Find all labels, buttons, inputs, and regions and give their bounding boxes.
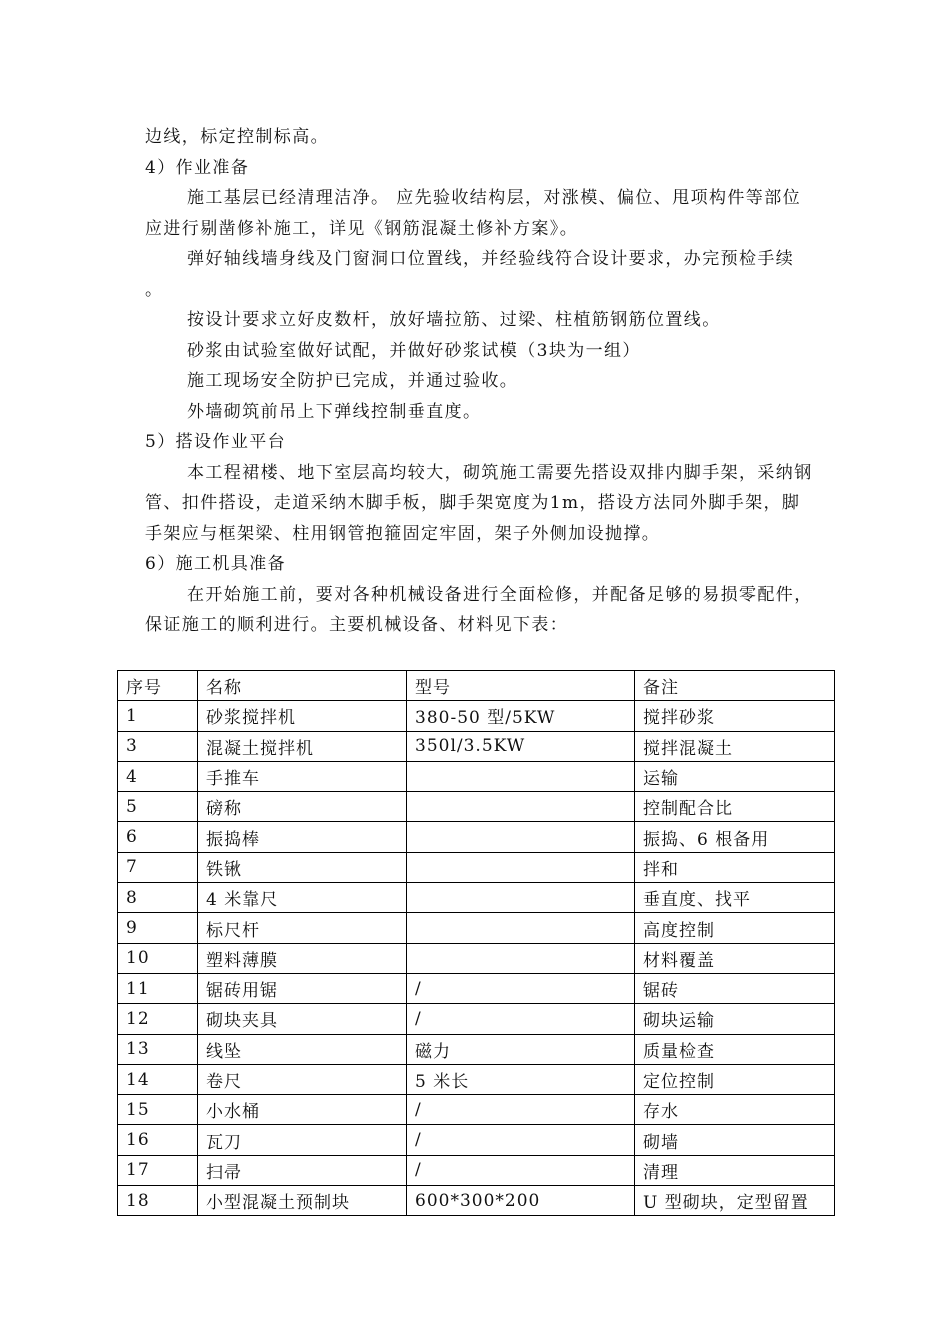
cell-remark: U 型砌块，定型留置 (635, 1186, 835, 1216)
section-heading: 6）施工机具准备 (145, 554, 287, 574)
cell-model (407, 852, 635, 882)
cell-name: 砂浆搅拌机 (198, 701, 407, 731)
cell-model: 5 米长 (407, 1064, 635, 1094)
cell-model: / (407, 973, 635, 1003)
table-row (118, 913, 835, 943)
cell-index: 14 (118, 1064, 198, 1094)
table-row (118, 731, 835, 761)
table-row (118, 1155, 835, 1185)
cell-model: 磁力 (407, 1034, 635, 1064)
cell-index: 13 (118, 1034, 198, 1064)
cell-name: 混凝土搅拌机 (198, 731, 407, 761)
paragraph: 弹好轴线墙身线及门窗洞口位置线，并经验线符合设计要求，办完预检手续 。 (145, 249, 795, 300)
cell-model: / (407, 1095, 635, 1125)
cell-remark: 存水 (635, 1095, 835, 1125)
cell-remark: 砌块运输 (635, 1004, 835, 1034)
header-cell-model: 型号 (407, 671, 635, 701)
table-row (118, 1095, 835, 1125)
paragraph: 本工程裙楼、地下室层高均较大，砌筑施工需要先搭设双排内脚手架，采纳钢管、扣件搭设，走道采纳木脚手板，脚手架宽度为1m，搭设方法同外脚手架，脚手架应与框架梁、柱用钢管抱箍固定牢固，架子外侧加设抛撑。 (145, 462, 813, 544)
section-heading: 4）作业准备 (145, 157, 250, 178)
cell-name: 塑料薄膜 (198, 943, 407, 973)
cell-name: 手推车 (198, 761, 407, 791)
cell-index: 10 (118, 943, 198, 973)
cell-index: 1 (118, 701, 198, 731)
cell-name: 线坠 (198, 1034, 407, 1064)
table-row (118, 883, 835, 913)
table-row (118, 973, 835, 1003)
cell-model: 600*300*200 (407, 1186, 635, 1216)
cell-name: 标尺杆 (198, 913, 407, 943)
cell-model (407, 792, 635, 822)
cell-model (407, 913, 635, 943)
table-header-row (118, 671, 835, 701)
cell-name: 磅称 (198, 792, 407, 822)
cell-remark: 清理 (635, 1155, 835, 1185)
table-row (118, 1125, 835, 1155)
cell-remark: 高度控制 (635, 913, 835, 943)
cell-name: 锯砖用锯 (198, 973, 407, 1003)
header-cell-name: 名称 (198, 671, 407, 701)
cell-model (407, 822, 635, 852)
paragraph: 外墙砌筑前吊上下弹线控制垂直度。 (187, 401, 482, 422)
cell-name: 瓦刀 (198, 1125, 407, 1155)
header-cell-index: 序号 (118, 671, 198, 701)
table-row (118, 1004, 835, 1034)
cell-index: 11 (118, 973, 198, 1003)
cell-remark: 搅拌混凝土 (635, 731, 835, 761)
equipment-table-body (118, 671, 835, 1216)
cell-index: 12 (118, 1004, 198, 1034)
cell-model (407, 883, 635, 913)
document-body (145, 122, 815, 641)
cell-name: 卷尺 (198, 1064, 407, 1094)
cell-model (407, 761, 635, 791)
table-row (118, 792, 835, 822)
table-row (118, 1064, 835, 1094)
cell-index: 3 (118, 731, 198, 761)
cell-model: 380-50 型/5KW (407, 701, 635, 731)
table-row (118, 822, 835, 852)
header-cell-remark: 备注 (635, 671, 835, 701)
section-heading: 5）搭设作业平台 (145, 432, 287, 452)
cell-index: 4 (118, 761, 198, 791)
cell-index: 7 (118, 852, 198, 882)
cell-index: 8 (118, 883, 198, 913)
cell-remark: 拌和 (635, 852, 835, 882)
cell-name: 4 米靠尺 (198, 883, 407, 913)
paragraph: 施工基层已经清理洁净。 应先验收结构层，对涨模、偏位、甩项构件等部位应进行剔凿修补施工，详见《钢筋混凝土修补方案》。 (145, 188, 802, 239)
equipment-table (117, 670, 835, 1216)
cell-remark: 定位控制 (635, 1064, 835, 1094)
cell-index: 17 (118, 1155, 198, 1185)
cell-index: 16 (118, 1125, 198, 1155)
paragraph: 边线，标定控制标高。 (145, 127, 329, 147)
table-row (118, 761, 835, 791)
cell-model: / (407, 1125, 635, 1155)
cell-name: 砌块夹具 (198, 1004, 407, 1034)
cell-model: / (407, 1155, 635, 1185)
cell-name: 小型混凝土预制块 (198, 1186, 407, 1216)
table-row (118, 701, 835, 731)
cell-index: 18 (118, 1186, 198, 1216)
paragraph: 按设计要求立好皮数杆，放好墙拉筋、过梁、柱植筋钢筋位置线。 (187, 310, 721, 330)
cell-remark: 质量检查 (635, 1034, 835, 1064)
cell-model: / (407, 1004, 635, 1034)
table-row (118, 852, 835, 882)
cell-model (407, 943, 635, 973)
paragraph: 在开始施工前，要对各种机械设备进行全面检修，并配备足够的易损零配件，保证施工的顺利进行。主要机械设备、材料见下表： (145, 584, 813, 635)
cell-remark: 搅拌砂浆 (635, 701, 835, 731)
cell-model: 350l/3.5KW (407, 731, 635, 761)
paragraph: 砂浆由试验室做好试配，并做好砂浆试模（3块为一组） (187, 340, 641, 361)
paragraph: 施工现场安全防护已完成，并通过验收。 (187, 371, 519, 391)
cell-name: 扫帚 (198, 1155, 407, 1185)
cell-name: 振捣棒 (198, 822, 407, 852)
cell-index: 6 (118, 822, 198, 852)
cell-name: 铁锹 (198, 852, 407, 882)
cell-remark: 垂直度、找平 (635, 883, 835, 913)
cell-remark: 运输 (635, 761, 835, 791)
cell-remark: 砌墙 (635, 1125, 835, 1155)
cell-remark: 锯砖 (635, 973, 835, 1003)
cell-remark: 控制配合比 (635, 792, 835, 822)
cell-index: 15 (118, 1095, 198, 1125)
cell-index: 5 (118, 792, 198, 822)
table-row (118, 943, 835, 973)
cell-remark: 材料覆盖 (635, 943, 835, 973)
table-row (118, 1186, 835, 1216)
table-row (118, 1034, 835, 1064)
cell-remark: 振捣、6 根备用 (635, 822, 835, 852)
cell-index: 9 (118, 913, 198, 943)
cell-name: 小水桶 (198, 1095, 407, 1125)
